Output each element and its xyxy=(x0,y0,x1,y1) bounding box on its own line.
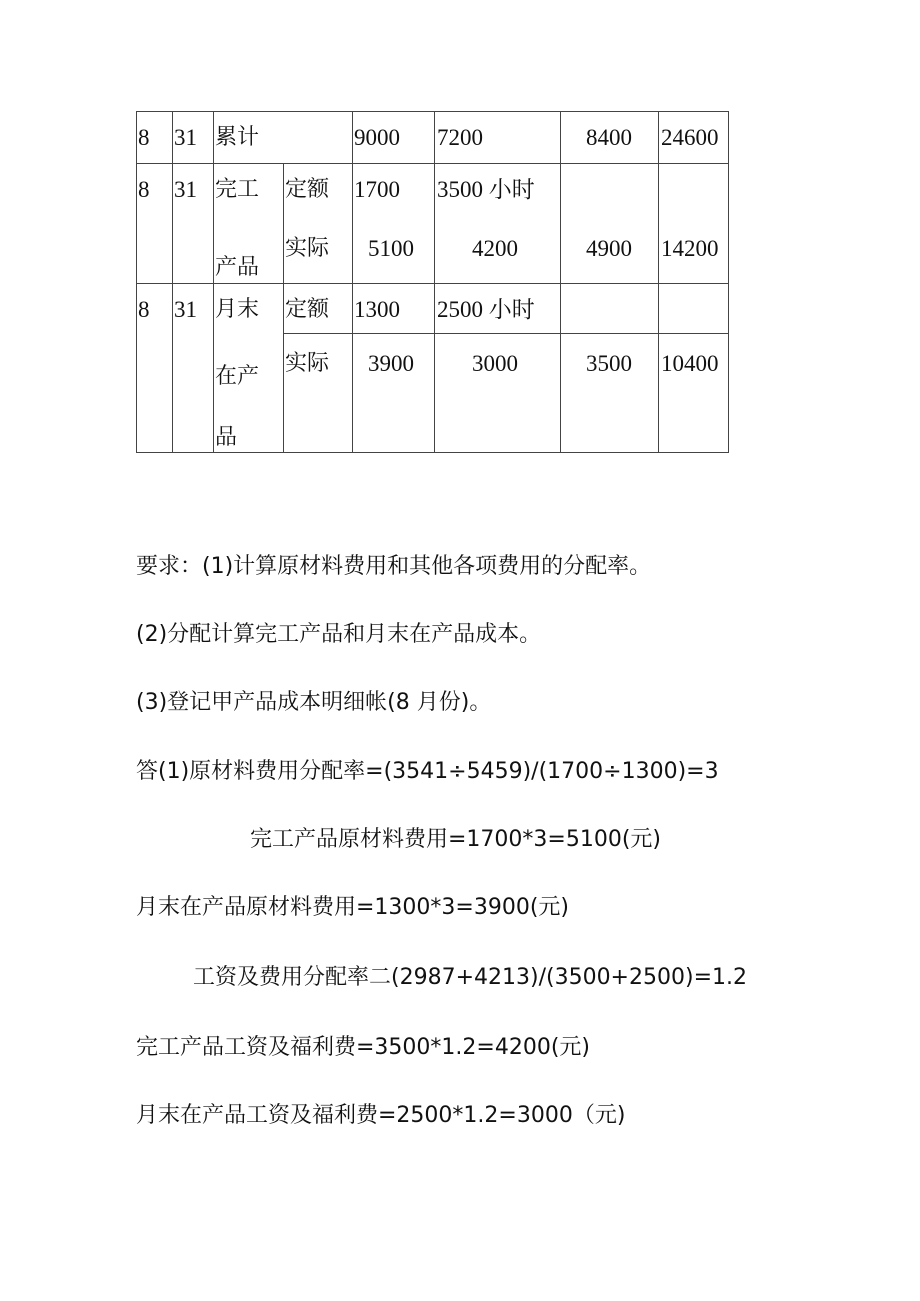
table-cell-actual-label: 实际 xyxy=(285,351,330,376)
requirement-3: (3)登记甲产品成本明细帐(8 月份)。 xyxy=(136,690,492,715)
table-cell-month: 8 xyxy=(138,297,150,322)
table-cell-month: 8 xyxy=(138,177,150,202)
table-cell-materials: 9000 xyxy=(354,125,400,150)
table-cell-day: 31 xyxy=(174,125,197,150)
table-border xyxy=(172,111,173,453)
requirement-2: (2)分配计算完工产品和月末在产品成本。 xyxy=(136,622,542,647)
table-cell-quota-materials: 1700 xyxy=(354,177,400,202)
answer-line-5: 完工产品工资及福利费=3500*1.2=4200(元) xyxy=(136,1035,590,1060)
table-cell-quota-label: 定额 xyxy=(285,297,330,322)
answer-line-6: 月末在产品工资及福利费=2500*1.2=3000（元) xyxy=(136,1103,626,1128)
table-cell-label: 累计 xyxy=(215,125,260,150)
table-border xyxy=(136,111,729,112)
answer-line-3: 月末在产品原材料费用=1300*3=3900(元) xyxy=(136,895,570,920)
table-border xyxy=(136,283,729,284)
answer-line-2: 完工产品原材料费用=1700*3=5100(元) xyxy=(250,827,662,852)
table-border xyxy=(560,111,561,453)
answer-line-1: 答(1)原材料费用分配率=(3541÷5459)/(1700÷1300)=3 xyxy=(136,759,719,784)
table-border xyxy=(136,452,729,453)
table-cell-total: 24600 xyxy=(661,125,719,150)
table-cell-actual-overhead: 3500 xyxy=(586,351,632,376)
table-cell-quota-label: 定额 xyxy=(285,177,330,202)
table-cell-quota-wages: 3500 小时 xyxy=(437,177,535,202)
table-border xyxy=(283,163,284,453)
table-border xyxy=(136,163,729,164)
table-cell-actual-wages: 3000 xyxy=(472,351,518,376)
table-cell-wages: 7200 xyxy=(437,125,483,150)
table-border xyxy=(213,111,214,453)
table-cell-actual-overhead: 4900 xyxy=(586,236,632,261)
answer-line-4: 工资及费用分配率二(2987+4213)/(3500+2500)=1.2 xyxy=(193,965,747,990)
table-border xyxy=(283,333,729,334)
table-border xyxy=(136,111,137,453)
table-cell-actual-label: 实际 xyxy=(285,236,330,261)
table-border xyxy=(658,111,659,453)
table-cell-label: 月末 xyxy=(215,297,260,322)
table-cell-actual-materials: 5100 xyxy=(368,236,414,261)
table-border xyxy=(352,111,353,453)
table-cell-label: 完工 xyxy=(215,177,260,202)
table-cell-day: 31 xyxy=(174,177,197,202)
table-cell-day: 31 xyxy=(174,297,197,322)
table-cell-label: 产品 xyxy=(215,255,260,280)
table-cell-overhead: 8400 xyxy=(586,125,632,150)
table-cell-label: 在产 xyxy=(215,364,260,389)
table-cell-month: 8 xyxy=(138,125,150,150)
table-border xyxy=(434,111,435,453)
table-cell-actual-total: 14200 xyxy=(661,236,719,261)
table-cell-actual-wages: 4200 xyxy=(472,236,518,261)
table-cell-actual-total: 10400 xyxy=(661,351,719,376)
table-cell-label: 品 xyxy=(215,425,238,450)
table-cell-quota-materials: 1300 xyxy=(354,297,400,322)
table-cell-quota-wages: 2500 小时 xyxy=(437,297,535,322)
table-cell-actual-materials: 3900 xyxy=(368,351,414,376)
table-border xyxy=(728,111,729,453)
requirement-1: 要求：(1)计算原材料费用和其他各项费用的分配率。 xyxy=(136,554,652,579)
